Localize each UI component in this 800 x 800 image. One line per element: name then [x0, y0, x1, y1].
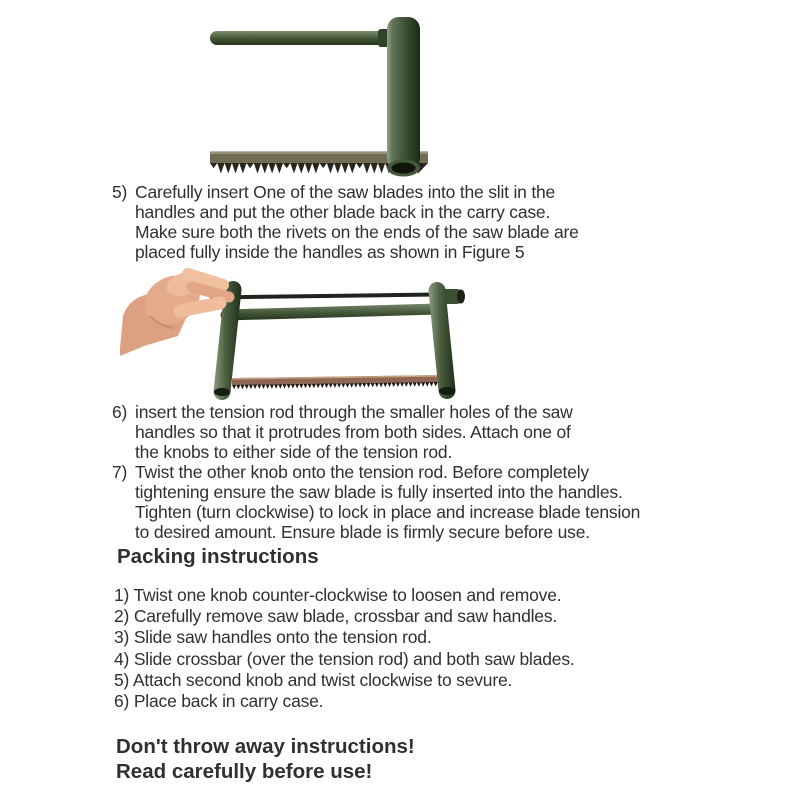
packing-item: 3) Slide saw handles onto the tension rod.	[114, 627, 432, 648]
handle-left-end-hole	[214, 388, 230, 396]
packing-item: 5) Attach second knob and twist clockwise to sevure.	[114, 669, 513, 690]
footer-line: Read carefully before use!	[116, 760, 373, 783]
packing-item: 6) Place back in carry case.	[114, 691, 324, 712]
step-line: Make sure both the rivets on the ends of the saw blade are	[135, 222, 579, 242]
step-number: 6)	[112, 402, 128, 422]
tube-end-hole	[392, 163, 416, 174]
assembly-step-5	[112, 182, 579, 262]
packing-item: 2) Carefully remove saw blade, crossbar and saw handles.	[114, 606, 558, 627]
saw-handle-tube	[387, 17, 420, 170]
step-lines	[135, 402, 573, 462]
instruction-step	[112, 402, 640, 462]
saw-crossbar-mid	[226, 309, 438, 315]
step-line: to desired amount. Ensure blade is firmly secure before use.	[135, 522, 590, 542]
packing-item: 1) Twist one knob counter-clockwise to loosen and remove.	[114, 585, 562, 605]
instruction-step	[112, 182, 579, 262]
step-line: Twist the other knob onto the tension rod. Before completely	[135, 462, 589, 482]
figure-assembled-saw-with-hand	[120, 256, 480, 402]
figure-saw-handle-detail	[190, 8, 440, 180]
packing-list	[114, 585, 575, 712]
step-line: Tighten (turn clockwise) to lock in place and increase blade tension	[135, 502, 641, 522]
assembly-steps-6-7	[112, 402, 640, 542]
step-line: handles and put the other blade back in the carry case.	[135, 202, 551, 222]
step-line: placed fully inside the handles as shown in Figure 5	[135, 242, 525, 262]
step-number: 5)	[112, 182, 128, 202]
step-line: the knobs to either side of the tension rod.	[135, 442, 453, 462]
tension-knob-end	[457, 290, 465, 304]
step-line: insert the tension rod through the smaller holes of the saw	[135, 402, 573, 422]
step-line: tightening ensure the saw blade is fully inserted into the handles.	[135, 482, 623, 502]
hand-thumb	[180, 303, 220, 311]
handle-right-end-hole	[439, 387, 455, 395]
step-line: Carefully insert One of the saw blades into the slit in the	[135, 182, 556, 202]
hand	[120, 266, 229, 356]
step-lines	[135, 462, 640, 542]
step-lines	[135, 182, 579, 262]
footer-line: Don't throw away instructions!	[116, 735, 415, 758]
saw-handle-right	[437, 291, 447, 391]
packing-item: 4) Slide crossbar (over the tension rod) and both saw blades.	[114, 648, 575, 669]
tension-rod	[212, 295, 435, 298]
saw-crossbar-top	[210, 31, 392, 45]
step-line: handles so that it protrudes from both sides. Attach one of	[135, 422, 571, 442]
footer-notice	[116, 734, 415, 784]
step-number: 7)	[112, 462, 128, 482]
instruction-step	[112, 462, 640, 542]
packing-heading: Packing instructions	[117, 545, 319, 568]
